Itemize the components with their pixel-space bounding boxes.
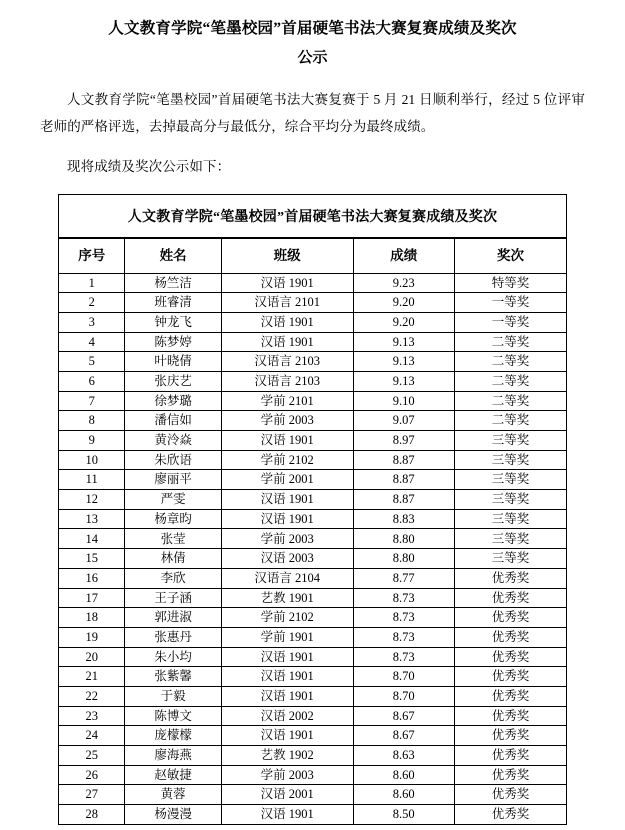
cell-score: 8.70 bbox=[353, 686, 454, 706]
table-row bbox=[59, 805, 566, 824]
cell-score: 8.60 bbox=[353, 785, 454, 805]
cell-name: 张莹 bbox=[125, 529, 221, 549]
cell-award: 优秀奖 bbox=[454, 706, 566, 726]
cell-class: 学前 2102 bbox=[221, 450, 353, 470]
cell-class: 学前 1901 bbox=[221, 627, 353, 647]
table-row bbox=[59, 667, 566, 687]
cell-index: 20 bbox=[59, 647, 125, 667]
table-row bbox=[59, 332, 566, 352]
cell-award: 三等奖 bbox=[454, 450, 566, 470]
cell-name: 黄蓉 bbox=[125, 785, 221, 805]
cell-index: 6 bbox=[59, 371, 125, 391]
column-header-class: 班级 bbox=[221, 239, 353, 274]
cell-class: 汉语 1901 bbox=[221, 667, 353, 687]
cell-index: 25 bbox=[59, 746, 125, 766]
cell-name: 张惠丹 bbox=[125, 627, 221, 647]
cell-class: 汉语言 2103 bbox=[221, 371, 353, 391]
cell-award: 三等奖 bbox=[454, 490, 566, 510]
cell-award: 优秀奖 bbox=[454, 726, 566, 746]
cell-score: 8.60 bbox=[353, 765, 454, 785]
cell-score: 9.10 bbox=[353, 391, 454, 411]
cell-name: 林倩 bbox=[125, 549, 221, 569]
cell-index: 8 bbox=[59, 411, 125, 431]
cell-name: 廖丽平 bbox=[125, 470, 221, 490]
table-row bbox=[59, 647, 566, 667]
cell-index: 18 bbox=[59, 608, 125, 628]
cell-name: 杨漫漫 bbox=[125, 805, 221, 824]
cell-name: 黄泠焱 bbox=[125, 431, 221, 451]
table-row bbox=[59, 371, 566, 391]
cell-score: 8.73 bbox=[353, 627, 454, 647]
cell-score: 8.87 bbox=[353, 470, 454, 490]
table-row bbox=[59, 706, 566, 726]
cell-class: 汉语 1901 bbox=[221, 312, 353, 332]
cell-class: 汉语 1901 bbox=[221, 332, 353, 352]
table-row bbox=[59, 765, 566, 785]
cell-index: 16 bbox=[59, 568, 125, 588]
table-row bbox=[59, 568, 566, 588]
cell-index: 28 bbox=[59, 805, 125, 824]
table-row bbox=[59, 490, 566, 510]
cell-index: 17 bbox=[59, 588, 125, 608]
cell-award: 三等奖 bbox=[454, 431, 566, 451]
cell-name: 廖海燕 bbox=[125, 746, 221, 766]
cell-award: 一等奖 bbox=[454, 312, 566, 332]
table-row bbox=[59, 470, 566, 490]
cell-name: 庞檬檬 bbox=[125, 726, 221, 746]
cell-class: 学前 2102 bbox=[221, 608, 353, 628]
cell-award: 优秀奖 bbox=[454, 647, 566, 667]
cell-class: 汉语 2003 bbox=[221, 549, 353, 569]
table-row bbox=[59, 509, 566, 529]
cell-award: 二等奖 bbox=[454, 411, 566, 431]
table-row bbox=[59, 686, 566, 706]
table-row bbox=[59, 391, 566, 411]
cell-index: 14 bbox=[59, 529, 125, 549]
cell-award: 优秀奖 bbox=[454, 568, 566, 588]
cell-award: 优秀奖 bbox=[454, 746, 566, 766]
cell-index: 13 bbox=[59, 509, 125, 529]
cell-award: 三等奖 bbox=[454, 549, 566, 569]
table-row bbox=[59, 726, 566, 746]
cell-score: 8.70 bbox=[353, 667, 454, 687]
cell-award: 二等奖 bbox=[454, 332, 566, 352]
cell-score: 8.73 bbox=[353, 608, 454, 628]
cell-index: 2 bbox=[59, 293, 125, 313]
results-table-container bbox=[58, 194, 567, 825]
cell-score: 8.80 bbox=[353, 549, 454, 569]
table-row bbox=[59, 431, 566, 451]
column-header-award: 奖次 bbox=[454, 239, 566, 274]
cell-class: 汉语 2002 bbox=[221, 706, 353, 726]
results-table bbox=[59, 195, 566, 824]
cell-score: 8.97 bbox=[353, 431, 454, 451]
cell-award: 三等奖 bbox=[454, 529, 566, 549]
cell-score: 8.67 bbox=[353, 706, 454, 726]
table-row bbox=[59, 549, 566, 569]
cell-name: 杨章昀 bbox=[125, 509, 221, 529]
cell-name: 钟龙飞 bbox=[125, 312, 221, 332]
cell-class: 学前 2003 bbox=[221, 529, 353, 549]
cell-award: 二等奖 bbox=[454, 371, 566, 391]
cell-index: 9 bbox=[59, 431, 125, 451]
cell-class: 汉语言 2103 bbox=[221, 352, 353, 372]
results-table-caption: 人文教育学院“笔墨校园”首届硬笔书法大赛复赛成绩及奖次 bbox=[59, 195, 566, 238]
cell-index: 11 bbox=[59, 470, 125, 490]
cell-award: 优秀奖 bbox=[454, 765, 566, 785]
cell-index: 26 bbox=[59, 765, 125, 785]
cell-name: 徐梦璐 bbox=[125, 391, 221, 411]
cell-name: 李欣 bbox=[125, 568, 221, 588]
cell-name: 杨竺洁 bbox=[125, 273, 221, 293]
cell-class: 汉语 1901 bbox=[221, 490, 353, 510]
table-row bbox=[59, 411, 566, 431]
cell-name: 朱欣语 bbox=[125, 450, 221, 470]
cell-name: 郭进淑 bbox=[125, 608, 221, 628]
cell-award: 三等奖 bbox=[454, 509, 566, 529]
table-header-row bbox=[59, 239, 566, 274]
results-table-body bbox=[59, 273, 566, 824]
cell-award: 优秀奖 bbox=[454, 686, 566, 706]
table-row bbox=[59, 785, 566, 805]
table-row bbox=[59, 312, 566, 332]
cell-name: 朱小均 bbox=[125, 647, 221, 667]
cell-award: 优秀奖 bbox=[454, 627, 566, 647]
cell-name: 叶晓倩 bbox=[125, 352, 221, 372]
cell-score: 8.87 bbox=[353, 490, 454, 510]
cell-class: 汉语 1901 bbox=[221, 726, 353, 746]
column-header-index: 序号 bbox=[59, 239, 125, 274]
cell-award: 三等奖 bbox=[454, 470, 566, 490]
cell-name: 张紫馨 bbox=[125, 667, 221, 687]
cell-index: 5 bbox=[59, 352, 125, 372]
cell-index: 24 bbox=[59, 726, 125, 746]
results-table-head bbox=[59, 239, 566, 274]
table-row bbox=[59, 746, 566, 766]
cell-index: 12 bbox=[59, 490, 125, 510]
table-row bbox=[59, 352, 566, 372]
cell-name: 陈博文 bbox=[125, 706, 221, 726]
table-row bbox=[59, 450, 566, 470]
page-title: 人文教育学院“笔墨校园”首届硬笔书法大赛复赛成绩及奖次 bbox=[108, 20, 517, 37]
cell-score: 8.50 bbox=[353, 805, 454, 824]
cell-class: 学前 2003 bbox=[221, 765, 353, 785]
cell-class: 汉语 1901 bbox=[221, 805, 353, 824]
cell-index: 21 bbox=[59, 667, 125, 687]
cell-score: 8.87 bbox=[353, 450, 454, 470]
cell-award: 优秀奖 bbox=[454, 588, 566, 608]
cell-score: 9.13 bbox=[353, 352, 454, 372]
cell-index: 19 bbox=[59, 627, 125, 647]
cell-score: 9.13 bbox=[353, 332, 454, 352]
cell-name: 于毅 bbox=[125, 686, 221, 706]
cell-name: 王子涵 bbox=[125, 588, 221, 608]
cell-score: 9.13 bbox=[353, 371, 454, 391]
cell-name: 陈梦婷 bbox=[125, 332, 221, 352]
table-row bbox=[59, 529, 566, 549]
cell-award: 二等奖 bbox=[454, 391, 566, 411]
cell-award: 一等奖 bbox=[454, 293, 566, 313]
cell-award: 二等奖 bbox=[454, 352, 566, 372]
table-row bbox=[59, 273, 566, 293]
cell-index: 15 bbox=[59, 549, 125, 569]
cell-class: 汉语 1901 bbox=[221, 686, 353, 706]
cell-score: 8.73 bbox=[353, 588, 454, 608]
cell-score: 8.80 bbox=[353, 529, 454, 549]
cell-index: 22 bbox=[59, 686, 125, 706]
cell-score: 9.23 bbox=[353, 273, 454, 293]
cell-score: 8.77 bbox=[353, 568, 454, 588]
cell-index: 23 bbox=[59, 706, 125, 726]
cell-name: 赵敏捷 bbox=[125, 765, 221, 785]
page-subtitle: 公示 bbox=[297, 50, 328, 66]
cell-class: 汉语 2001 bbox=[221, 785, 353, 805]
cell-score: 8.73 bbox=[353, 647, 454, 667]
cell-score: 9.20 bbox=[353, 293, 454, 313]
cell-index: 7 bbox=[59, 391, 125, 411]
cell-class: 艺教 1902 bbox=[221, 746, 353, 766]
cell-class: 汉语言 2104 bbox=[221, 568, 353, 588]
cell-class: 学前 2101 bbox=[221, 391, 353, 411]
cell-class: 汉语 1901 bbox=[221, 431, 353, 451]
column-header-name: 姓名 bbox=[125, 239, 221, 274]
cell-award: 特等奖 bbox=[454, 273, 566, 293]
cell-index: 10 bbox=[59, 450, 125, 470]
cell-class: 汉语 1901 bbox=[221, 273, 353, 293]
cell-score: 8.83 bbox=[353, 509, 454, 529]
cell-index: 4 bbox=[59, 332, 125, 352]
cell-class: 汉语 1901 bbox=[221, 647, 353, 667]
cell-index: 1 bbox=[59, 273, 125, 293]
cell-class: 汉语言 2101 bbox=[221, 293, 353, 313]
cell-score: 8.67 bbox=[353, 726, 454, 746]
table-row bbox=[59, 293, 566, 313]
cell-class: 学前 2001 bbox=[221, 470, 353, 490]
cell-award: 优秀奖 bbox=[454, 785, 566, 805]
cell-name: 张庆艺 bbox=[125, 371, 221, 391]
intro-paragraph: 人文教育学院“笔墨校园”首届硬笔书法大赛复赛于 5 月 21 日顺利举行，经过 5 位评审老师的严格评选，去掉最高分与最低分，综合平均分为最终成绩。 bbox=[40, 91, 585, 134]
cell-name: 严雯 bbox=[125, 490, 221, 510]
cell-name: 班睿清 bbox=[125, 293, 221, 313]
cell-score: 9.20 bbox=[353, 312, 454, 332]
cell-score: 8.63 bbox=[353, 746, 454, 766]
cell-index: 27 bbox=[59, 785, 125, 805]
table-row bbox=[59, 608, 566, 628]
cell-index: 3 bbox=[59, 312, 125, 332]
cell-score: 9.07 bbox=[353, 411, 454, 431]
table-row bbox=[59, 588, 566, 608]
cell-name: 潘信如 bbox=[125, 411, 221, 431]
cell-award: 优秀奖 bbox=[454, 805, 566, 824]
cell-class: 汉语 1901 bbox=[221, 509, 353, 529]
column-header-score: 成绩 bbox=[353, 239, 454, 274]
table-row bbox=[59, 627, 566, 647]
cell-award: 优秀奖 bbox=[454, 667, 566, 687]
cell-class: 艺教 1901 bbox=[221, 588, 353, 608]
cell-award: 优秀奖 bbox=[454, 608, 566, 628]
cell-class: 学前 2003 bbox=[221, 411, 353, 431]
notice-paragraph: 现将成绩及奖次公示如下： bbox=[67, 159, 231, 174]
